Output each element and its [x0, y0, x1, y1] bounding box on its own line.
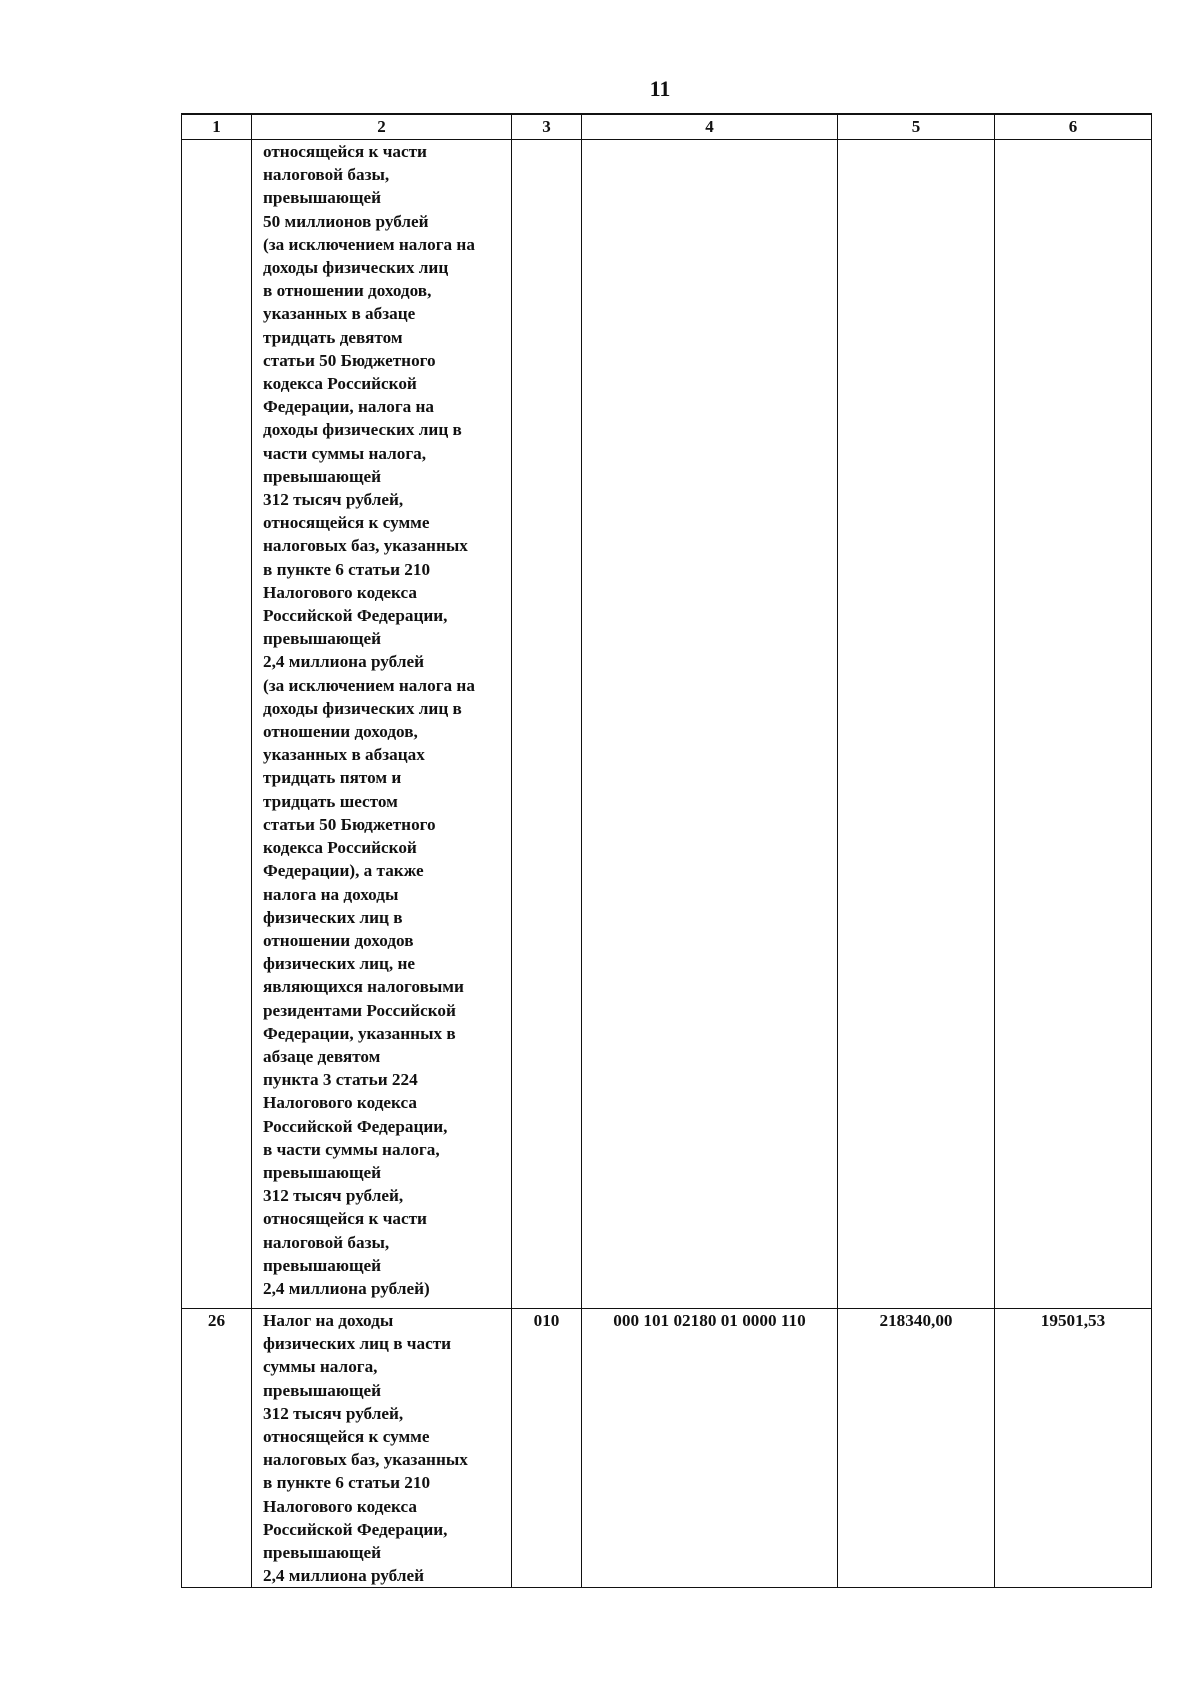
description-line: доходы физических лиц в	[263, 420, 462, 440]
column-header-4: 4	[582, 114, 838, 140]
description-line: 50 миллионов рублей	[263, 211, 429, 231]
admin-code-cell	[512, 140, 582, 1309]
description-line: Налогового кодекса	[263, 1093, 417, 1113]
description-line: 2,4 миллиона рублей)	[263, 1278, 430, 1298]
description-line: налоговых баз, указанных	[263, 1450, 468, 1470]
classification-code-cell: 000 101 02180 01 0000 110	[582, 1309, 838, 1588]
description-line: указанных в абзацах	[263, 745, 425, 765]
description-line: 2,4 миллиона рублей	[263, 1566, 425, 1586]
page-number: 11	[649, 76, 671, 101]
description-line: относящейся к сумме	[263, 1427, 430, 1447]
description-line: кодекса Российской	[263, 374, 417, 394]
description-line: Российской Федерации,	[263, 606, 448, 626]
description-line: Налог на доходы	[263, 1311, 394, 1330]
description-line: относящейся к сумме	[263, 513, 430, 533]
column-number-row	[182, 114, 1152, 140]
description-line: превышающей	[263, 1543, 382, 1563]
column-header-2: 2	[252, 114, 512, 140]
description-line: являющихся налоговыми	[263, 977, 464, 997]
description-line: отношении доходов	[263, 930, 414, 950]
classification-code-cell	[582, 140, 838, 1309]
column-header-1: 1	[182, 114, 252, 140]
executed-amount-cell	[995, 140, 1152, 1309]
description-line: физических лиц в части	[263, 1334, 452, 1354]
description-line: превышающей	[263, 188, 382, 208]
description-line: резидентами Российской	[263, 1000, 456, 1020]
description-cell	[252, 140, 512, 1309]
description-line: физических лиц, не	[263, 954, 416, 974]
description-line: указанных в абзаце	[263, 304, 416, 324]
admin-code-cell: 010	[512, 1309, 582, 1588]
amount-cell	[838, 140, 995, 1309]
description-line: Налогового кодекса	[263, 582, 417, 602]
description-line: налога на доходы	[263, 884, 399, 904]
column-header-3: 3	[512, 114, 582, 140]
description-line: в отношении доходов,	[263, 281, 432, 301]
description-line: 312 тысяч рублей,	[263, 490, 404, 510]
column-header-6: 6	[995, 114, 1152, 140]
description-line: физических лиц в	[263, 907, 403, 927]
description-line: превышающей	[263, 1255, 382, 1275]
description-line: тридцать шестом	[263, 791, 398, 811]
description-line: статьи 50 Бюджетного	[263, 814, 436, 834]
description-line: Российской Федерации,	[263, 1519, 448, 1539]
description-line: превышающей	[263, 466, 382, 486]
description-line: превышающей	[263, 629, 382, 649]
description-line: отношении доходов,	[263, 722, 418, 742]
description-line: (за исключением налога на	[263, 234, 475, 254]
description-line: Федерации, налога на	[263, 397, 435, 417]
description-line: доходы физических лиц	[263, 258, 449, 278]
description-line: статьи 50 Бюджетного	[263, 350, 436, 370]
description-line: 312 тысяч рублей,	[263, 1186, 404, 1206]
description-line: абзаце девятом	[263, 1046, 381, 1066]
description-line: Налогового кодекса	[263, 1496, 417, 1516]
table-row	[182, 1309, 1152, 1588]
table-row	[182, 140, 1152, 1309]
description-line: (за исключением налога на	[263, 675, 475, 695]
description-line: в пункте 6 статьи 210	[263, 1473, 431, 1493]
column-header-5: 5	[838, 114, 995, 140]
description-cell	[252, 1309, 512, 1588]
description-line: налоговой базы,	[263, 1232, 390, 1252]
description-line: налоговой базы,	[263, 165, 390, 185]
description-line: превышающей	[263, 1162, 382, 1182]
description-line: превышающей	[263, 1380, 382, 1400]
description-line: Российской Федерации,	[263, 1116, 448, 1136]
description-line: части суммы налога,	[263, 443, 427, 463]
description-line: относящейся к части	[263, 142, 427, 161]
budget-table	[181, 113, 1152, 1588]
description-line: суммы налога,	[263, 1357, 378, 1377]
description-line: в части суммы налога,	[263, 1139, 440, 1159]
description-line: пункта 3 статьи 224	[263, 1070, 418, 1090]
description-line: Федерации, указанных в	[263, 1023, 456, 1043]
description-line: 2,4 миллиона рублей	[263, 652, 425, 672]
amount-cell: 218340,00	[838, 1309, 995, 1588]
description-line: 312 тысяч рублей,	[263, 1403, 404, 1423]
description-line: тридцать девятом	[263, 327, 403, 347]
row-number-cell	[182, 140, 252, 1309]
description-line: тридцать пятом и	[263, 768, 402, 788]
executed-amount-cell: 19501,53	[995, 1309, 1152, 1588]
description-line: кодекса Российской	[263, 838, 417, 858]
description-line: Федерации), а также	[263, 861, 424, 881]
description-line: в пункте 6 статьи 210	[263, 559, 431, 579]
row-number-cell: 26	[182, 1309, 252, 1588]
description-line: относящейся к части	[263, 1209, 427, 1229]
description-line: доходы физических лиц в	[263, 698, 462, 718]
description-line: налоговых баз, указанных	[263, 536, 468, 556]
